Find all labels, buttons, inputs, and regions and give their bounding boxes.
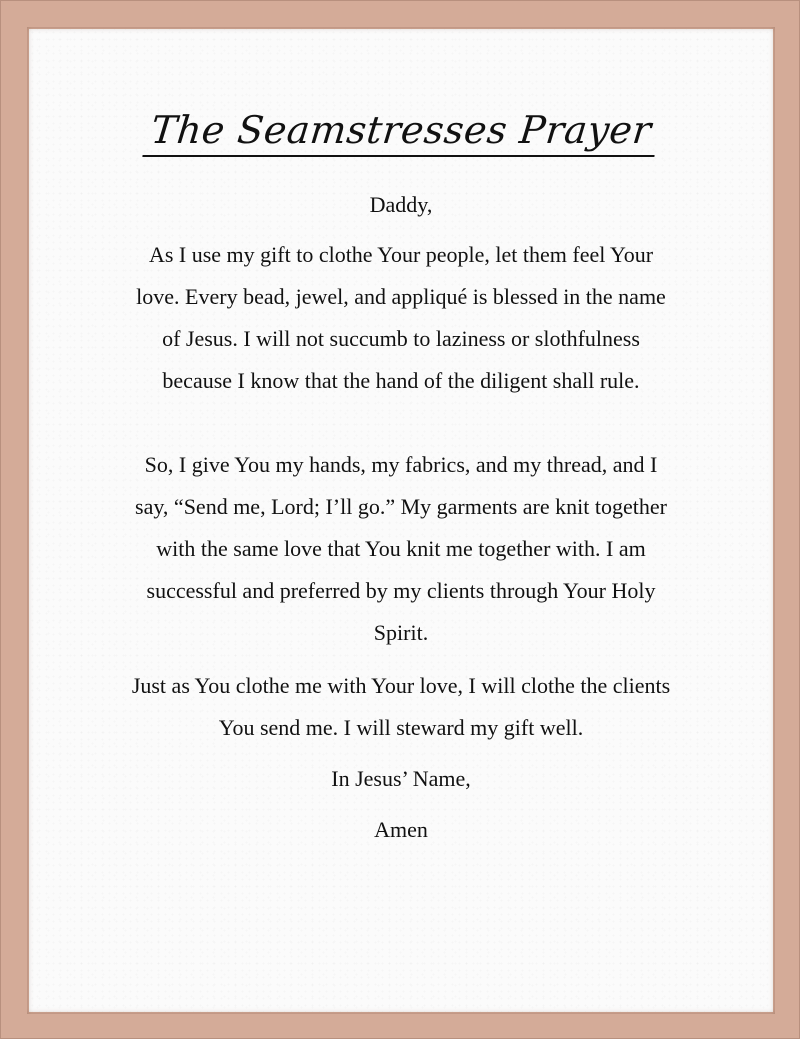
salutation: Daddy, bbox=[369, 192, 433, 217]
paragraph-line: Just as You clothe me with Your love, I will clothe the clients bbox=[131, 673, 671, 698]
closing-line: In Jesus’ Name, bbox=[331, 766, 471, 791]
signoff: Amen bbox=[374, 817, 428, 842]
paragraph-3 bbox=[29, 665, 773, 749]
paragraph-line: You send me. I will steward my gift well. bbox=[218, 715, 584, 740]
paragraph-line: Spirit. bbox=[373, 620, 429, 645]
paragraph-line: successful and preferred by my clients through Your Holy bbox=[146, 578, 656, 603]
title-wrap bbox=[29, 107, 773, 157]
paragraph-2 bbox=[29, 444, 773, 654]
page-title: The Seamstresses Prayer bbox=[142, 107, 659, 157]
paragraph-line: because I know that the hand of the diligent shall rule. bbox=[162, 368, 640, 393]
paragraph-line: say, “Send me, Lord; I’ll go.” My garments are knit together bbox=[135, 494, 667, 519]
paragraph-line: As I use my gift to clothe Your people, let them feel Your bbox=[148, 242, 654, 267]
paragraph-line: with the same love that You knit me together with. I am bbox=[156, 536, 646, 561]
paragraph-1 bbox=[29, 234, 773, 402]
paragraph-line: So, I give You my hands, my fabrics, and my thread, and I bbox=[144, 452, 658, 477]
paragraph-line: of Jesus. I will not succumb to laziness or slothfulness bbox=[162, 326, 640, 351]
paragraph-line: love. Every bead, jewel, and appliqué is blessed in the name bbox=[136, 284, 666, 309]
paper-sheet bbox=[29, 29, 773, 1012]
